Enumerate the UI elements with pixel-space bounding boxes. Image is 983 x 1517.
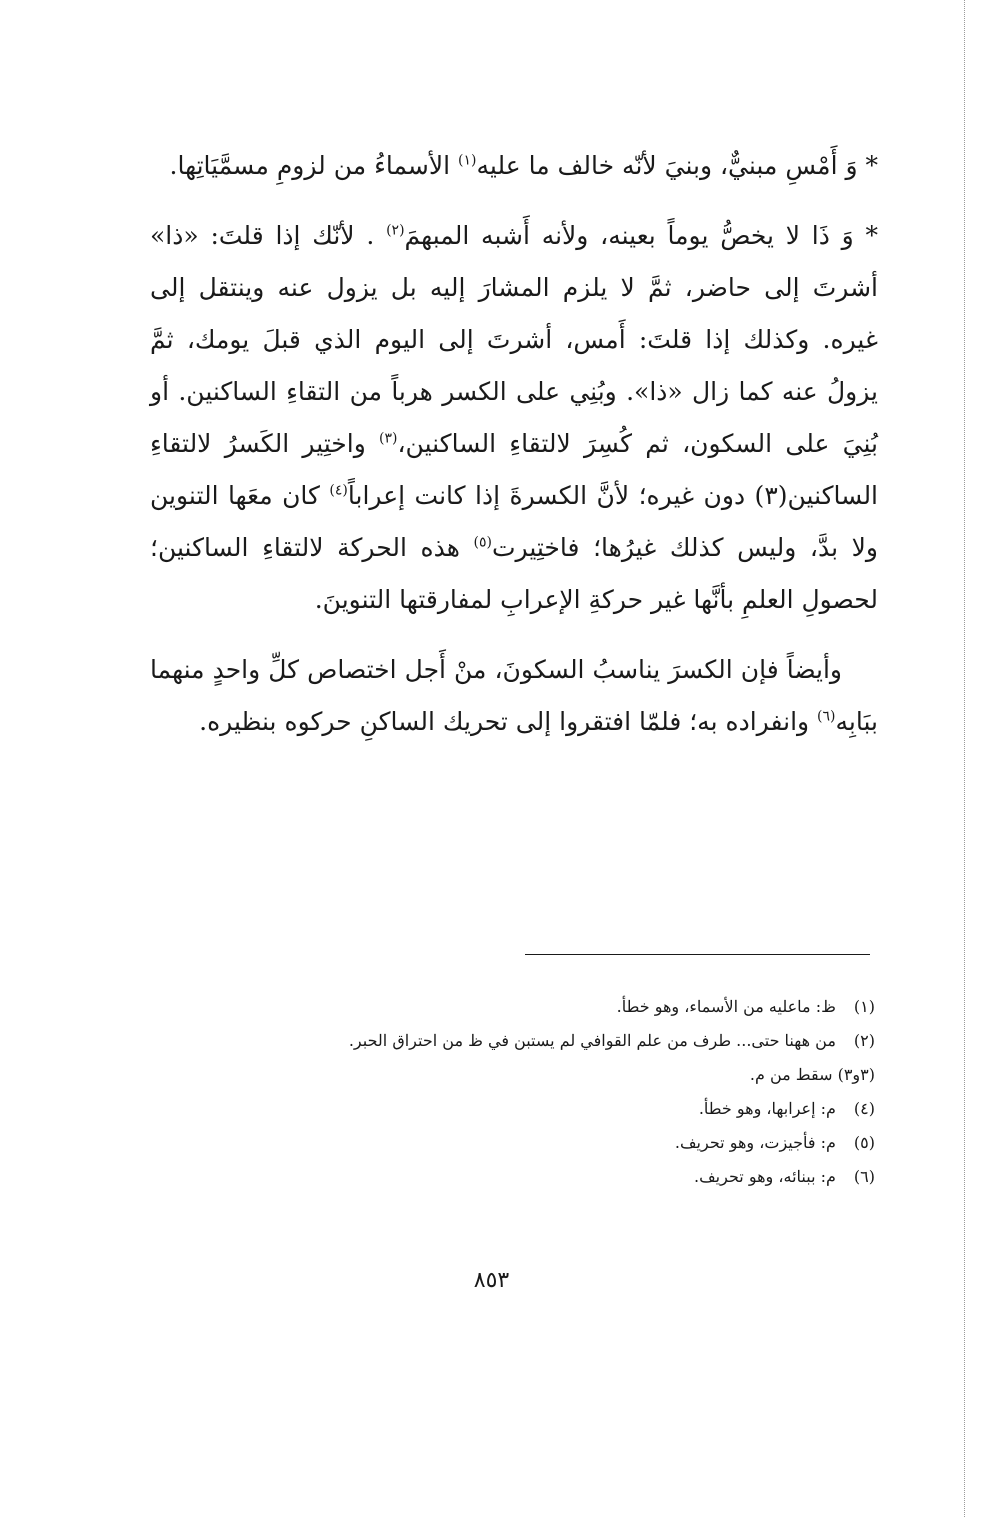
paragraph-wa-aydan <box>150 644 878 748</box>
footnote-item <box>150 1160 875 1194</box>
footnote-ref: (٤) <box>329 482 348 499</box>
paragraph-ams <box>150 140 878 192</box>
text-segment: واختِير الكَسرُ لالتقاءِ الساكنين(٣) دون غيره؛ لأنَّ الكسرةَ إذا كانت إعراباً <box>150 429 879 510</box>
footnote-item <box>150 1126 875 1160</box>
footnote-number: (٤) <box>853 1099 875 1118</box>
main-text <box>150 140 878 766</box>
footnote-ref: (٢) <box>386 222 405 239</box>
footnote-separator <box>525 954 870 955</box>
text-segment: * وَ ذَا لا يخصُّ يوماً بعينه، ولأنه أَشبه المبهمَ <box>404 221 878 250</box>
page-number: ٨٥٣ <box>473 1268 510 1293</box>
text-segment: وانفراده به؛ فلمّا افتقروا إلى تحريك الساكنِ حركوه بنظيره. <box>199 707 818 736</box>
text-segment: وأيضاً فإن الكسرَ يناسبُ السكونَ، منْ أَجل اختصاص كلِّ واحدٍ منهما ببَابِه <box>150 655 878 736</box>
footnote-item <box>150 1058 875 1092</box>
text-segment: . لأنّك إذا قلتَ: «ذا» أشرتَ إلى حاضر، ثمَّ لا يلزم المشارَ إليه بل يزول عنه وينتقل إلى غيره. وكذلك إذا قلتَ: أَمس، أشرتَ إلى اليوم الذي قبلَ يومك، ثمَّ يزولُ عنه كما زال «ذا». وبُنِي على الكسر هرباً من التقاءِ الساكنين. أو بُنِيَ على السكون، ثم كُسِرَ لالتقاءِ الساكنين، <box>150 221 878 458</box>
footnote-number: (٢) <box>853 1031 875 1050</box>
text-segment: كان معَها التنوين ولا بدَّ، وليس كذلك غيرُها؛ فاختِيرت <box>150 481 878 562</box>
footnote-item <box>150 1092 875 1126</box>
footnote-ref: (٥) <box>473 534 493 551</box>
footnote-number: (٥) <box>853 1133 875 1152</box>
footnote-ref: (١) <box>458 152 477 169</box>
footnote-number: (٣و٣) <box>837 1065 875 1084</box>
footnote-text: ظ: ماعليه من الأسماء، وهو خطأ. <box>616 997 836 1016</box>
footnote-item <box>150 990 875 1024</box>
footnote-text: م: ببنائه، وهو تحريف. <box>694 1167 836 1186</box>
footnote-text: م: إعرابها، وهو خطأ. <box>698 1099 836 1118</box>
text-segment: * وَ أَمْسِ مبنيٌّ، وبنيَ لأنّه خالف ما عليه <box>476 151 878 180</box>
footnote-number: (١) <box>853 997 875 1016</box>
footnote-item <box>150 1024 875 1058</box>
footnote-ref: (٦) <box>817 708 836 725</box>
footnote-text: من ههنا حتى... طرف من علم القوافي لم يستبن في ظ من احتراق الحبر. <box>348 1031 836 1050</box>
footnote-text: سقط من م. <box>749 1065 833 1084</box>
footnote-ref: (٣) <box>379 430 398 447</box>
text-segment: هذه الحركة لالتقاءِ الساكنين؛ لحصولِ العلمِ بأنَّها غير حركةِ الإعرابِ لمفارقتها التنوينَ. <box>150 533 878 614</box>
footnote-number: (٦) <box>853 1167 875 1186</box>
text-segment: الأسماءُ من لزومِ مسمَّيَاتِها. <box>169 151 459 180</box>
footnotes <box>150 990 875 1194</box>
paragraph-dha <box>150 210 878 626</box>
footnote-text: م: فأجيزت، وهو تحريف. <box>674 1133 836 1152</box>
